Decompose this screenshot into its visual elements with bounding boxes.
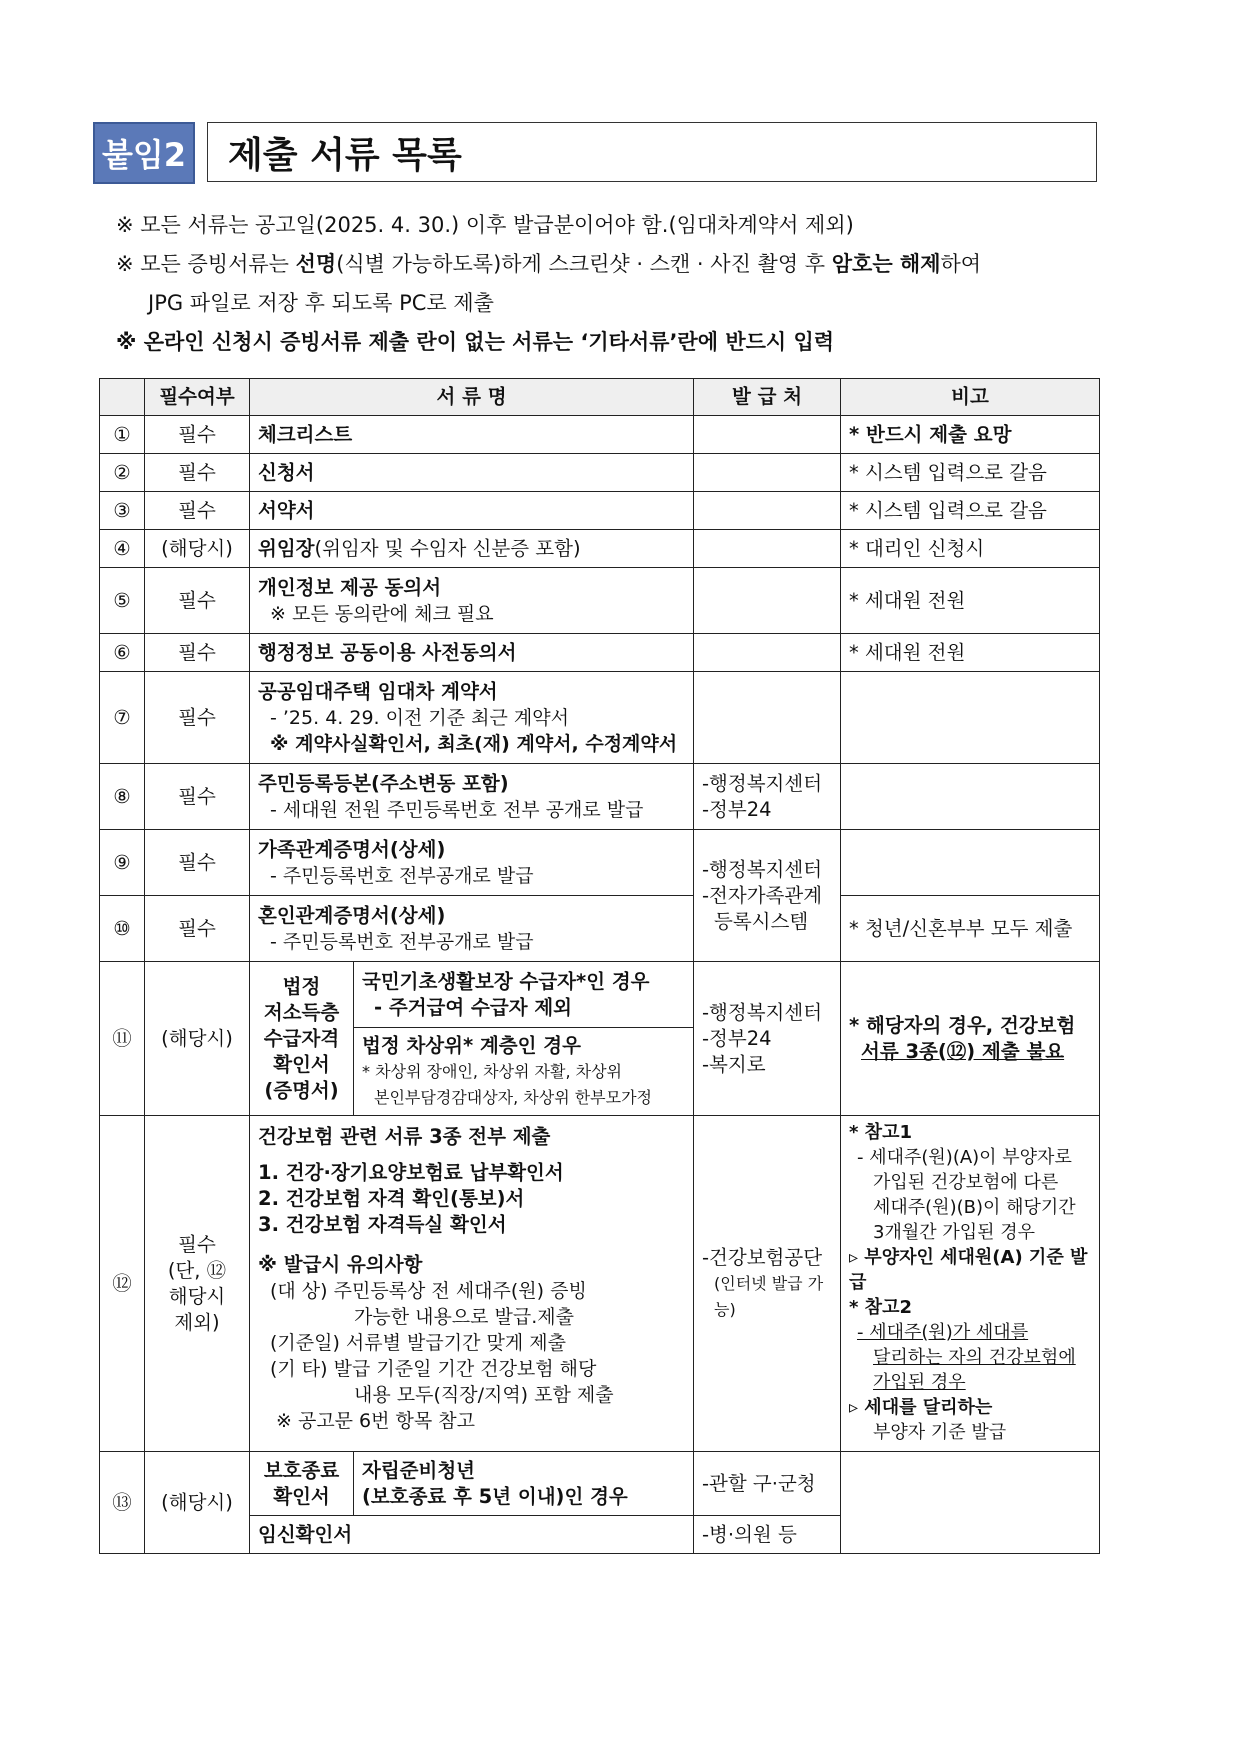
row-issuer [694, 962, 841, 1116]
group-line: 확인서 [273, 1052, 330, 1076]
row-req: 필수 [145, 454, 250, 492]
header-note: 비고 [841, 379, 1100, 416]
table-row [100, 830, 1100, 896]
row-issuer [694, 830, 841, 962]
row-doc-item: 2. 건강보험 자격 확인(통보)서 [258, 1187, 525, 1210]
issuer-line: -복지로 [702, 1052, 766, 1076]
issuer-line: -정부24 [702, 1026, 772, 1050]
row-no: ⑫ [100, 1116, 145, 1452]
row-doc-title: 가족관계증명서(상세) [258, 837, 446, 861]
row-doc-sub: - 주거급여 수급자 제외 [374, 995, 572, 1019]
row-note: * 세대원 전원 [841, 568, 1100, 634]
note-line: 세대주(원)(B)이 해당기간 [873, 1197, 1076, 1218]
row-doc [354, 1452, 694, 1516]
group-line: 확인서 [273, 1484, 330, 1508]
row-doc-title: 자립준비청년 [362, 1458, 476, 1482]
header-issuer: 발 급 처 [694, 379, 841, 416]
table-row [100, 416, 1100, 454]
header-doc: 서 류 명 [250, 379, 694, 416]
row-doc-title: 주민등록등본(주소변동 포함) [258, 771, 509, 795]
row-doc-sub: 가능한 내용으로 발급.제출 [354, 1306, 575, 1328]
header-no [100, 379, 145, 416]
group-line: 보호종료 [263, 1458, 340, 1482]
issuer-line: (인터넷 발급 가능) [714, 1273, 824, 1319]
note-2-text-e: 하여 [940, 252, 982, 276]
row-doc-title: 국민기초생활보장 수급자*인 경우 [362, 969, 650, 993]
note-line: 서류 3종(⑫) 제출 불요 [861, 1039, 1065, 1063]
note-line: 3개월간 가입된 경우 [873, 1222, 1035, 1243]
note-3: ※ 온라인 신청시 증빙서류 제출 란이 없는 서류는 ‘기타서류’란에 반드시 입력 [116, 330, 835, 354]
note-line: 달리하는 자의 건강보험에 [873, 1347, 1076, 1368]
row-doc-item: 3. 건강보험 자격득실 확인서 [258, 1213, 507, 1236]
row-doc-sub: - 세대원 전원 주민등록번호 전부 공개로 발급 [270, 798, 644, 821]
row-no: ⑨ [100, 830, 145, 896]
documents-table [99, 378, 1100, 1554]
req-line: 제외) [174, 1310, 220, 1334]
row-doc: 체크리스트 [250, 416, 694, 454]
table-row [100, 1452, 1100, 1516]
issuer-line: -건강보험공단 [702, 1245, 823, 1269]
row-no: ② [100, 454, 145, 492]
row-req: 필수 [145, 764, 250, 830]
row-issuer [694, 764, 841, 830]
row-doc-item: 1. 건강·장기요양보험료 납부확인서 [258, 1161, 564, 1184]
note-line: ▹ 부양자인 세대원(A) 기준 발급 [849, 1247, 1088, 1293]
row-note [841, 1452, 1100, 1554]
row-no: ④ [100, 530, 145, 568]
req-line: 해당시 [168, 1284, 226, 1308]
row-doc [250, 530, 694, 568]
row-req: (해당시) [145, 530, 250, 568]
table-row [100, 896, 1100, 962]
issuer-line: -행정복지센터 [702, 1000, 823, 1024]
row-no: ⑩ [100, 896, 145, 962]
note-line: * 해당자의 경우, 건강보험 [849, 1013, 1076, 1037]
issuer-line: -행정복지센터 [702, 771, 823, 795]
row-note [841, 962, 1100, 1116]
note-line: 가입된 건강보험에 다른 [873, 1172, 1059, 1193]
row-doc: 행정정보 공동이용 사전동의서 [250, 634, 694, 672]
note-2-text-c: (식별 가능하도록)하게 스크린샷 · 스캔 · 사진 촬영 후 [336, 252, 832, 276]
row-doc-sub: - 주민등록번호 전부공개로 발급 [270, 864, 534, 887]
group-line: 저소득층 [263, 1000, 340, 1024]
note-line: 부양자 기준 발급 [873, 1422, 1007, 1443]
note-line: ▹ 세대를 달리하는 [849, 1397, 993, 1418]
row-req: 필수 [145, 492, 250, 530]
req-line: (단, ⑫ [167, 1258, 227, 1282]
notes [116, 206, 1106, 362]
row-req: 필수 [145, 416, 250, 454]
row-doc-sub: - ’25. 4. 29. 이전 기준 최근 계약서 [270, 706, 569, 729]
row-doc-sub: (기준일) 서류별 발급기간 맞게 제출 [270, 1332, 566, 1354]
row-note: * 시스템 입력으로 갈음 [841, 454, 1100, 492]
row-doc-title: 개인정보 제공 동의서 [258, 575, 442, 599]
header-required: 필수여부 [145, 379, 250, 416]
row-doc-sub: - 주민등록번호 전부공개로 발급 [270, 930, 534, 953]
row-issuer [694, 492, 841, 530]
note-line: - 세대주(원)(A)이 부양자로 [857, 1147, 1072, 1168]
note-line: * 참고1 [849, 1122, 912, 1143]
note-1: ※ 모든 서류는 공고일(2025. 4. 30.) 이후 발급분이어야 함.(임대차계약서 제외) [116, 213, 854, 237]
row-req [145, 1116, 250, 1452]
row-doc-group [250, 962, 354, 1116]
note-line: 가입된 경우 [873, 1372, 966, 1393]
row-req: 필수 [145, 634, 250, 672]
row-doc [250, 568, 694, 634]
row-req: (해당시) [145, 962, 250, 1116]
note-2-text-a: ※ 모든 증빙서류는 [116, 252, 296, 276]
row-note: * 대리인 신청시 [841, 530, 1100, 568]
issuer-line: -행정복지센터 [702, 857, 823, 881]
row-issuer: -관할 구·군청 [694, 1452, 841, 1516]
note-2-text-d: 암호는 해제 [831, 252, 941, 276]
table-row [100, 672, 1100, 764]
row-req: 필수 [145, 672, 250, 764]
row-doc [250, 896, 694, 962]
table-row [100, 634, 1100, 672]
row-doc [354, 962, 694, 1028]
table-row [100, 568, 1100, 634]
row-doc [250, 764, 694, 830]
row-doc [250, 830, 694, 896]
note-2-cont: JPG 파일로 저장 후 되도록 PC로 제출 [148, 291, 494, 315]
row-doc-title: 공공임대주택 임대차 계약서 [258, 679, 498, 703]
row-note [841, 1116, 1100, 1452]
group-line: 수급자격 [263, 1026, 340, 1050]
row-issuer: -병·의원 등 [694, 1516, 841, 1554]
title-area [93, 122, 1099, 184]
row-doc-caution: ※ 발급시 유의사항 [258, 1253, 423, 1276]
row-doc-sub: ※ 공고문 6번 항목 참고 [276, 1410, 475, 1432]
row-doc-sub: 내용 모두(직장/지역) 포함 제출 [354, 1384, 614, 1406]
issuer-line: -전자가족관계 [702, 883, 823, 907]
row-doc [250, 672, 694, 764]
note-line: * 참고2 [849, 1297, 912, 1318]
row-doc: 신청서 [250, 454, 694, 492]
row-no: ⑤ [100, 568, 145, 634]
row-no: ⑦ [100, 672, 145, 764]
row-no: ⑬ [100, 1452, 145, 1554]
row-note [841, 764, 1100, 830]
row-note: * 시스템 입력으로 갈음 [841, 492, 1100, 530]
row-doc-title: 건강보험 관련 서류 3종 전부 제출 [258, 1125, 551, 1148]
table-header-row [100, 379, 1100, 416]
page-title: 제출 서류 목록 [207, 122, 1097, 182]
req-line: 필수 [178, 1232, 216, 1256]
row-doc-sub: (보호종료 후 5년 이내)인 경우 [362, 1484, 628, 1508]
row-no: ⑧ [100, 764, 145, 830]
row-req: 필수 [145, 568, 250, 634]
row-doc-group [250, 1452, 354, 1516]
row-req: 필수 [145, 896, 250, 962]
attachment-badge: 붙임2 [93, 122, 195, 184]
row-note: * 세대원 전원 [841, 634, 1100, 672]
row-note: * 청년/신혼부부 모두 제출 [841, 896, 1100, 962]
table-row [100, 962, 1100, 1028]
row-req: 필수 [145, 830, 250, 896]
row-doc-sub: (위임자 및 수임자 신분증 포함) [314, 536, 581, 560]
row-doc-sub: ※ 계약사실확인서, 최초(재) 계약서, 수정계약서 [270, 732, 678, 755]
note-2 [116, 245, 1106, 284]
row-doc-sub: (대 상) 주민등록상 전 세대주(원) 증빙 [270, 1280, 587, 1302]
table-row [100, 1116, 1100, 1452]
row-issuer [694, 634, 841, 672]
table-row [100, 764, 1100, 830]
row-doc-sub: (기 타) 발급 기준일 기간 건강보험 해당 [270, 1358, 597, 1380]
row-no: ③ [100, 492, 145, 530]
row-issuer [694, 568, 841, 634]
row-doc-sub: 본인부담경감대상자, 차상위 한부모가정 [374, 1087, 653, 1107]
issuer-line: -정부24 [702, 797, 772, 821]
group-line: 법정 [282, 974, 321, 998]
row-doc [250, 1116, 694, 1452]
row-no: ① [100, 416, 145, 454]
row-req: (해당시) [145, 1452, 250, 1554]
row-doc [354, 1028, 694, 1116]
row-no: ⑪ [100, 962, 145, 1116]
row-doc: 임신확인서 [250, 1516, 694, 1554]
row-issuer [694, 454, 841, 492]
row-issuer [694, 530, 841, 568]
note-line: - 세대주(원)가 세대를 [857, 1322, 1029, 1343]
table-row [100, 454, 1100, 492]
table-row [100, 492, 1100, 530]
table-row [100, 530, 1100, 568]
row-doc-sub: * 차상위 장애인, 차상위 자활, 차상위 [362, 1061, 622, 1081]
row-doc: 서약서 [250, 492, 694, 530]
row-doc-sub: ※ 모든 동의란에 체크 필요 [270, 602, 494, 625]
row-doc-title: 위임장 [258, 536, 315, 560]
row-issuer [694, 1116, 841, 1452]
row-note: * 반드시 제출 요망 [841, 416, 1100, 454]
row-note [841, 672, 1100, 764]
row-doc-title: 혼인관계증명서(상세) [258, 903, 446, 927]
row-issuer [694, 416, 841, 454]
row-issuer [694, 672, 841, 764]
row-doc-title: 법정 차상위* 계층인 경우 [362, 1033, 581, 1057]
row-no: ⑥ [100, 634, 145, 672]
row-note [841, 830, 1100, 896]
issuer-line: 등록시스템 [714, 909, 809, 933]
group-line: (증명서) [264, 1078, 339, 1102]
note-2-text-b: 선명 [295, 252, 337, 276]
